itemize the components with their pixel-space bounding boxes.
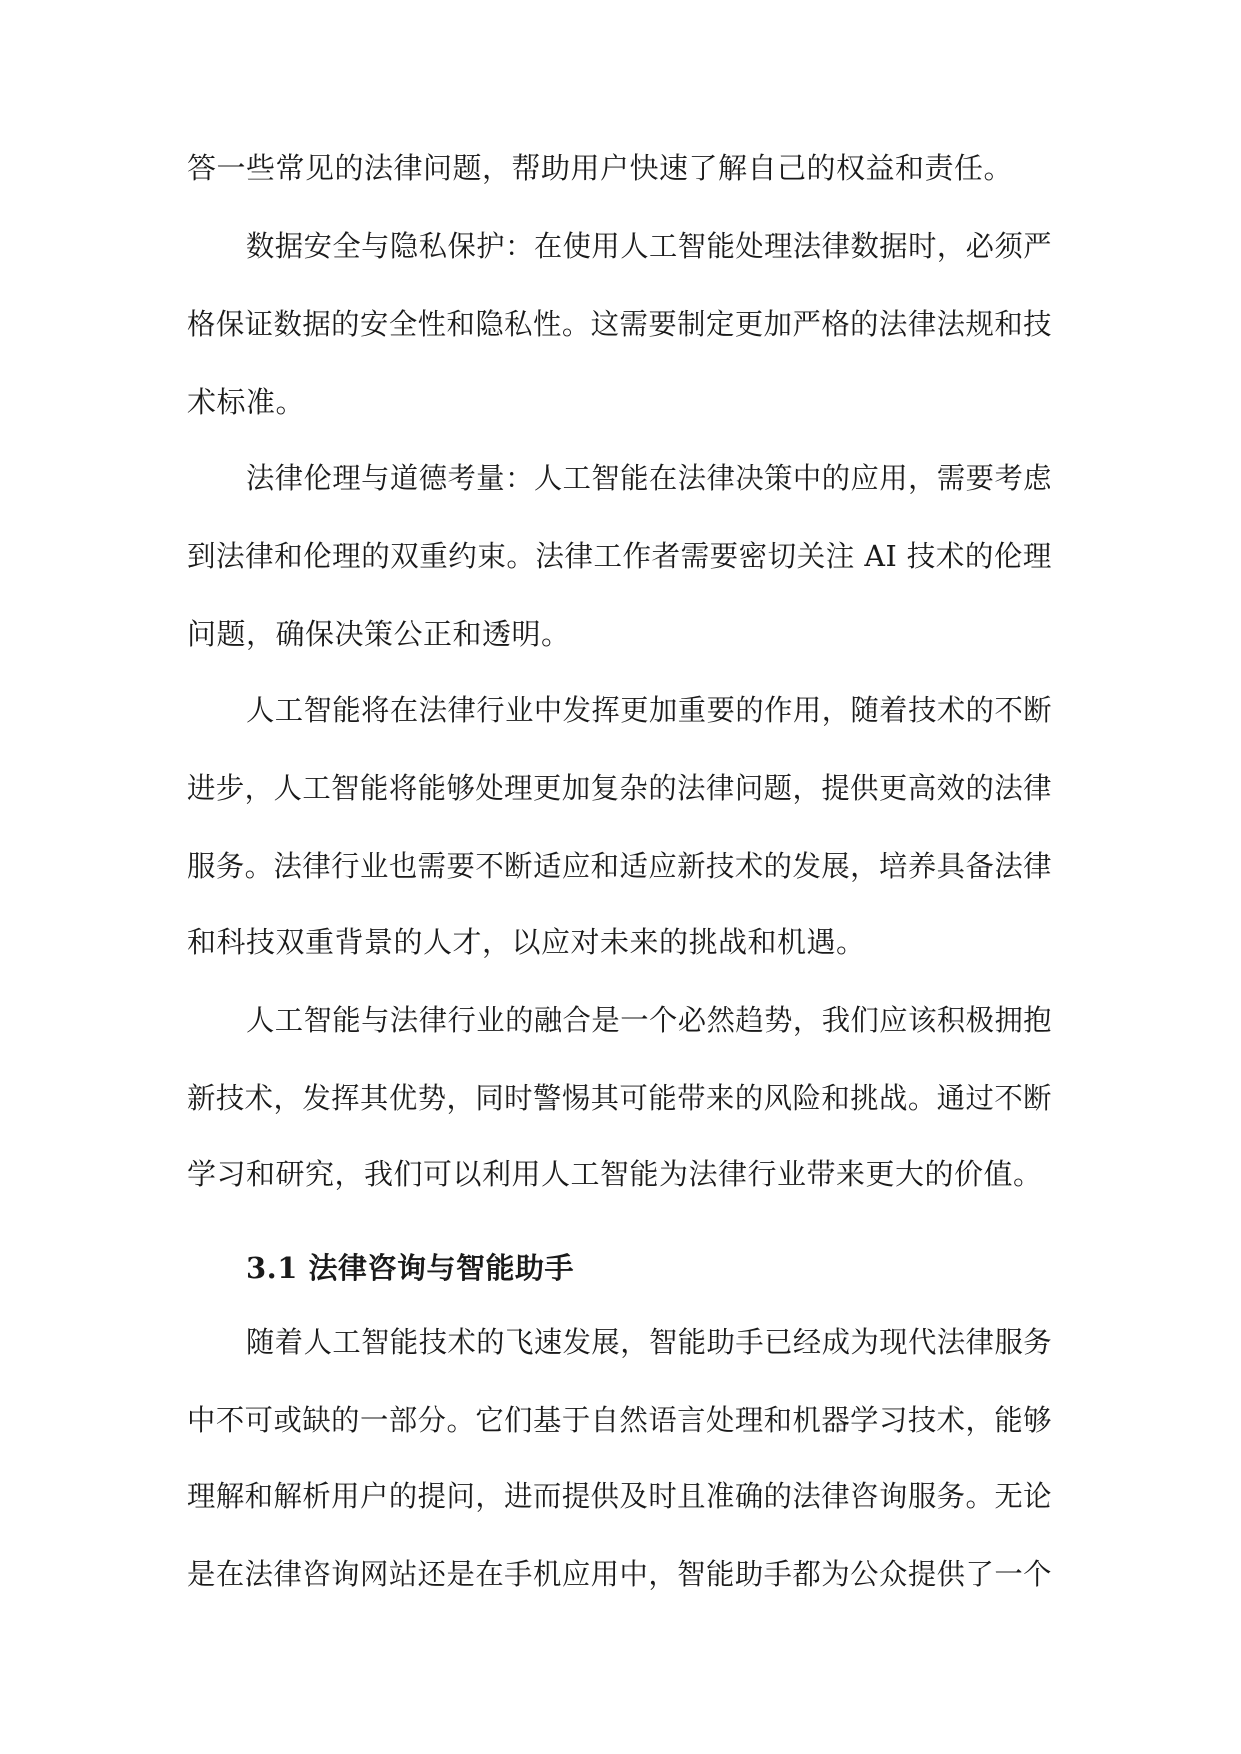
text-line: 人工智能与法律行业的融合是一个必然趋势，我们应该积极拥抱 [246, 1003, 1053, 1037]
text-line: 数据安全与隐私保护：在使用人工智能处理法律数据时，必须严 [246, 229, 1053, 263]
text-line: 随着人工智能技术的飞速发展，智能助手已经成为现代法律服务 [246, 1325, 1053, 1359]
text-line: 格保证数据的安全性和隐私性。这需要制定更加严格的法律法规和技 [187, 307, 1053, 341]
section-heading: 3.1 法律咨询与智能助手 [246, 1251, 575, 1285]
text-line: 术标准。 [187, 385, 306, 419]
text-line: 到法律和伦理的双重约束。法律工作者需要密切关注 AI 技术的伦理 [187, 539, 1052, 573]
text-line: 和科技双重背景的人才，以应对未来的挑战和机遇。 [187, 925, 866, 959]
text-line: 人工智能将在法律行业中发挥更加重要的作用，随着技术的不断 [246, 693, 1053, 727]
text-line: 是在法律咨询网站还是在手机应用中，智能助手都为公众提供了一个 [187, 1557, 1053, 1591]
text-line: 中不可或缺的一部分。它们基于自然语言处理和机器学习技术，能够 [187, 1403, 1053, 1437]
text-line: 进步，人工智能将能够处理更加复杂的法律问题，提供更高效的法律 [187, 771, 1053, 805]
text-line: 服务。法律行业也需要不断适应和适应新技术的发展，培养具备法律 [187, 849, 1053, 883]
text-line: 新技术，发挥其优势，同时警惕其可能带来的风险和挑战。通过不断 [187, 1081, 1053, 1115]
text-line: 学习和研究，我们可以利用人工智能为法律行业带来更大的价值。 [187, 1157, 1043, 1191]
text-line: 问题，确保决策公正和透明。 [187, 617, 571, 651]
text-line: 理解和解析用户的提问，进而提供及时且准确的法律咨询服务。无论 [187, 1479, 1053, 1513]
text-line: 法律伦理与道德考量：人工智能在法律决策中的应用，需要考虑 [246, 461, 1053, 495]
text-line: 答一些常见的法律问题，帮助用户快速了解自己的权益和责任。 [187, 151, 1014, 185]
